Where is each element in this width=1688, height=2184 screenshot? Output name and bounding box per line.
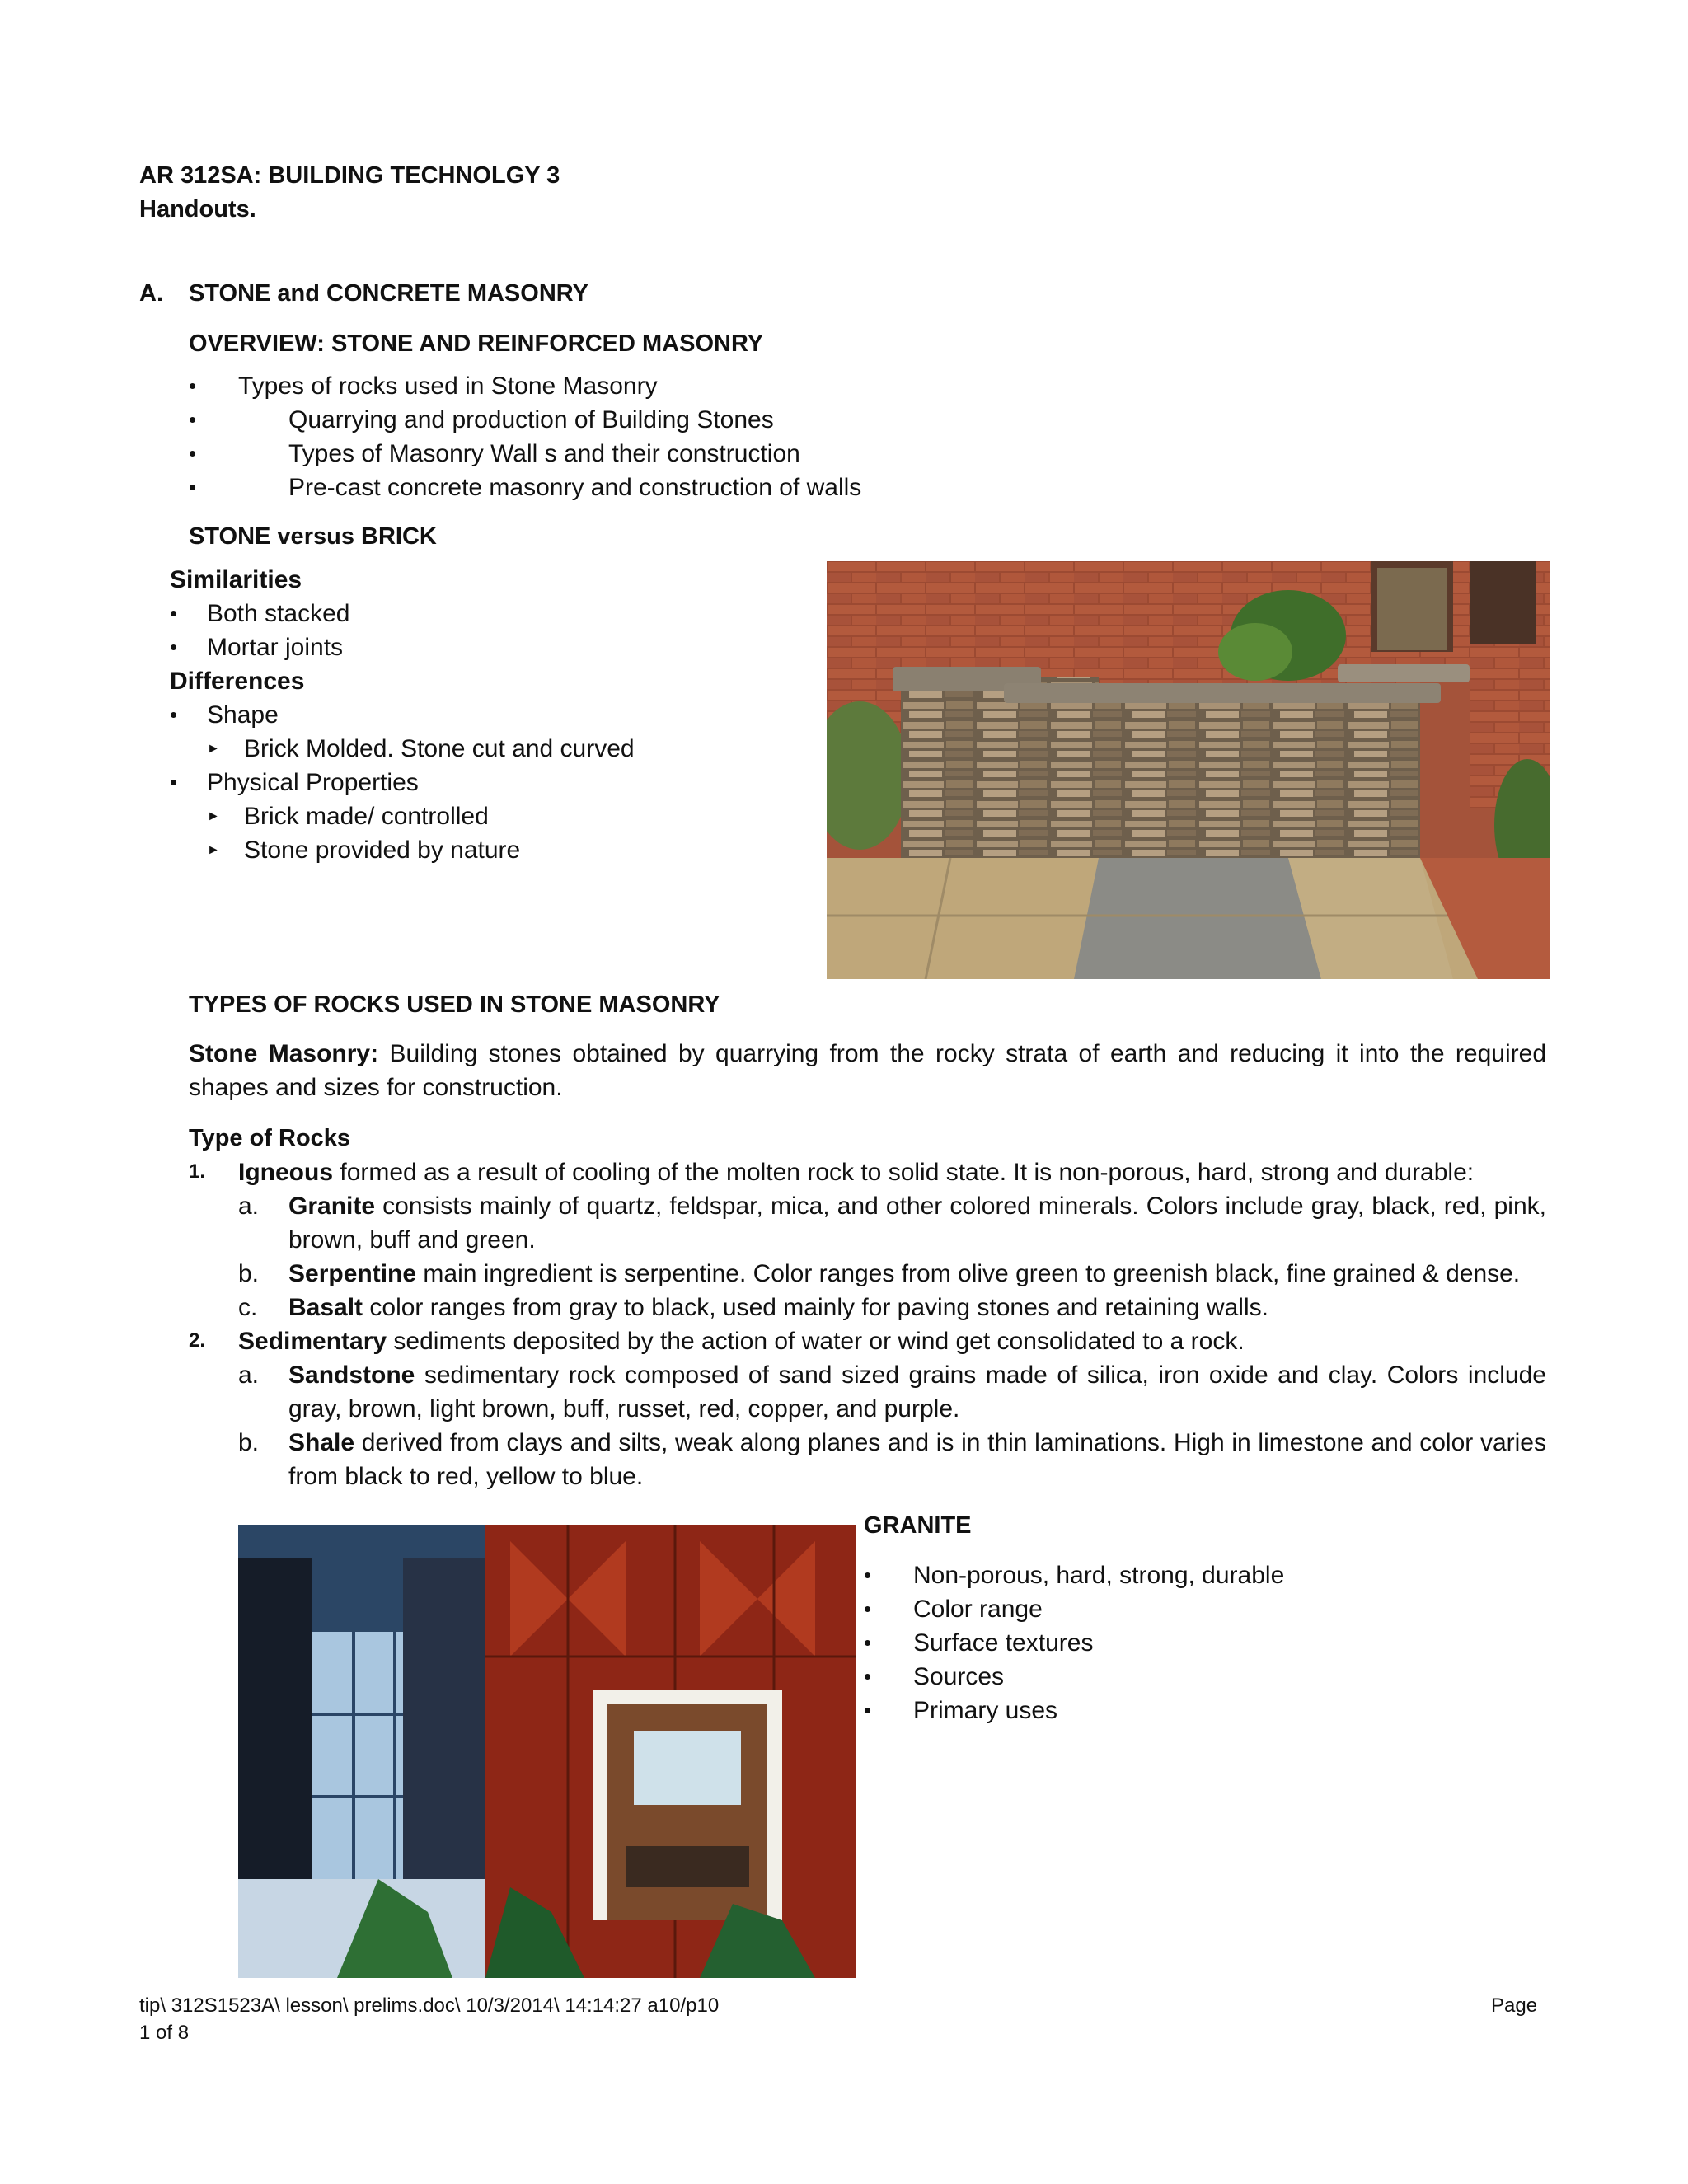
list-letter: b. (238, 1260, 260, 1287)
rock-name: Sandstone (288, 1361, 415, 1389)
bullet-icon: • (170, 770, 178, 794)
bullet-icon: • (864, 1664, 872, 1689)
list-item: Pre-cast concrete masonry and construction of walls (288, 474, 862, 501)
handouts-label: Handouts. (139, 196, 256, 223)
list-item: Non-porous, hard, strong, durable (913, 1562, 1285, 1589)
rock-name: Basalt (288, 1294, 363, 1321)
list-item: Types of Masonry Wall s and their construction (288, 440, 800, 467)
bullet-icon: • (170, 635, 178, 659)
bullet-icon: • (189, 407, 197, 432)
bullet-icon: • (170, 702, 178, 727)
course-title: AR 312SA: BUILDING TECHNOLGY 3 (139, 162, 560, 189)
shale-item (288, 1426, 1546, 1493)
list-item: Mortar joints (207, 634, 344, 661)
list-item: Stone provided by nature (244, 837, 521, 864)
bullet-icon: • (170, 601, 178, 626)
list-item: Brick Molded. Stone cut and curved (244, 735, 635, 762)
rock-description: main ingredient is serpentine. Color ranges from olive green to greenish black, fine grained & dense. (423, 1260, 1521, 1287)
list-number: 1. (189, 1160, 206, 1183)
bullet-icon: • (189, 441, 197, 466)
sandstone-item (288, 1358, 1546, 1426)
list-letter: b. (238, 1429, 260, 1456)
stone-vs-brick-title: STONE versus BRICK (189, 523, 437, 550)
definition-text: Building stones obtained by quarrying from the rocky strata of earth and reducing it into the required shapes and sizes for construction. (189, 1040, 1547, 1101)
list-item: Surface textures (913, 1629, 1094, 1657)
list-item: Types of rocks used in Stone Masonry (238, 373, 658, 400)
list-item: Color range (913, 1596, 1043, 1623)
stone-masonry-definition (189, 1037, 1546, 1104)
list-item: Brick made/ controlled (244, 803, 489, 830)
bullet-icon: • (189, 373, 197, 398)
rock-name: Sedimentary (238, 1328, 387, 1355)
list-letter: c. (238, 1294, 258, 1321)
types-of-rocks-title: TYPES OF ROCKS USED IN STONE MASONRY (189, 991, 720, 1018)
section-letter: A. (139, 280, 163, 307)
rock-description: derived from clays and silts, weak along planes and is in thin laminations. High in limestone and color varies from black to red, yellow to blue. (288, 1429, 1546, 1490)
list-letter: a. (238, 1193, 260, 1220)
list-item: Sources (913, 1663, 1005, 1690)
rock-name: Granite (288, 1193, 376, 1220)
rock-name: Shale (288, 1429, 355, 1456)
rock-description: sedimentary rock composed of sand sized grains made of silica, iron oxide and clay. Colors include gray, brown, light brown, buff, russet, red, copper, and purple. (288, 1361, 1546, 1422)
rock-description: formed as a result of cooling of the molten rock to solid state. It is non-porous, hard, strong and durable: (340, 1159, 1475, 1186)
bullet-icon: • (864, 1563, 872, 1587)
granite-title: GRANITE (864, 1512, 972, 1539)
differences-heading: Differences (170, 668, 305, 695)
overview-title: OVERVIEW: STONE AND REINFORCED MASONRY (189, 330, 764, 357)
sedimentary-item (238, 1324, 1245, 1358)
type-of-rocks-heading: Type of Rocks (189, 1125, 351, 1151)
arrow-bullet-icon: ► (207, 843, 220, 857)
rock-description: color ranges from gray to black, used mainly for paving stones and retaining walls. (369, 1294, 1268, 1321)
stone-wall-photo (827, 561, 1550, 979)
rock-description: sediments deposited by the action of water or wind get consolidated to a rock. (393, 1328, 1245, 1355)
list-letter: a. (238, 1361, 260, 1389)
arrow-bullet-icon: ► (207, 809, 220, 823)
list-item: Physical Properties (207, 769, 419, 796)
arrow-bullet-icon: ► (207, 742, 220, 756)
basalt-item (288, 1291, 1268, 1324)
serpentine-item (288, 1257, 1520, 1291)
igneous-item (238, 1155, 1474, 1189)
rock-name: Serpentine (288, 1260, 417, 1287)
rock-name: Igneous (238, 1159, 334, 1186)
granite-lobby-photo (238, 1525, 856, 1978)
granite-item (288, 1189, 1546, 1257)
list-item: Quarrying and production of Building Stones (288, 406, 774, 434)
footer-path: tip\ 312S1523A\ lesson\ prelims.doc\ 10/3/2014\ 14:14:27 a10/p10 (139, 1994, 720, 2017)
list-item: Primary uses (913, 1697, 1058, 1724)
similarities-heading: Similarities (170, 566, 302, 593)
list-item: Both stacked (207, 600, 350, 627)
bullet-icon: • (864, 1596, 872, 1621)
bullet-icon: • (864, 1630, 872, 1655)
list-item: Shape (207, 701, 279, 729)
footer-page-count: 1 of 8 (139, 2022, 190, 2044)
section-title: STONE and CONCRETE MASONRY (189, 280, 588, 307)
bullet-icon: • (864, 1698, 872, 1722)
footer-page-label: Page (1491, 1994, 1538, 2017)
rock-description: consists mainly of quartz, feldspar, mica, and other colored minerals. Colors include gray, black, red, pink, brown, buff and green. (288, 1193, 1546, 1254)
bullet-icon: • (189, 475, 197, 499)
definition-term: Stone Masonry: (189, 1040, 379, 1067)
list-number: 2. (189, 1329, 206, 1352)
